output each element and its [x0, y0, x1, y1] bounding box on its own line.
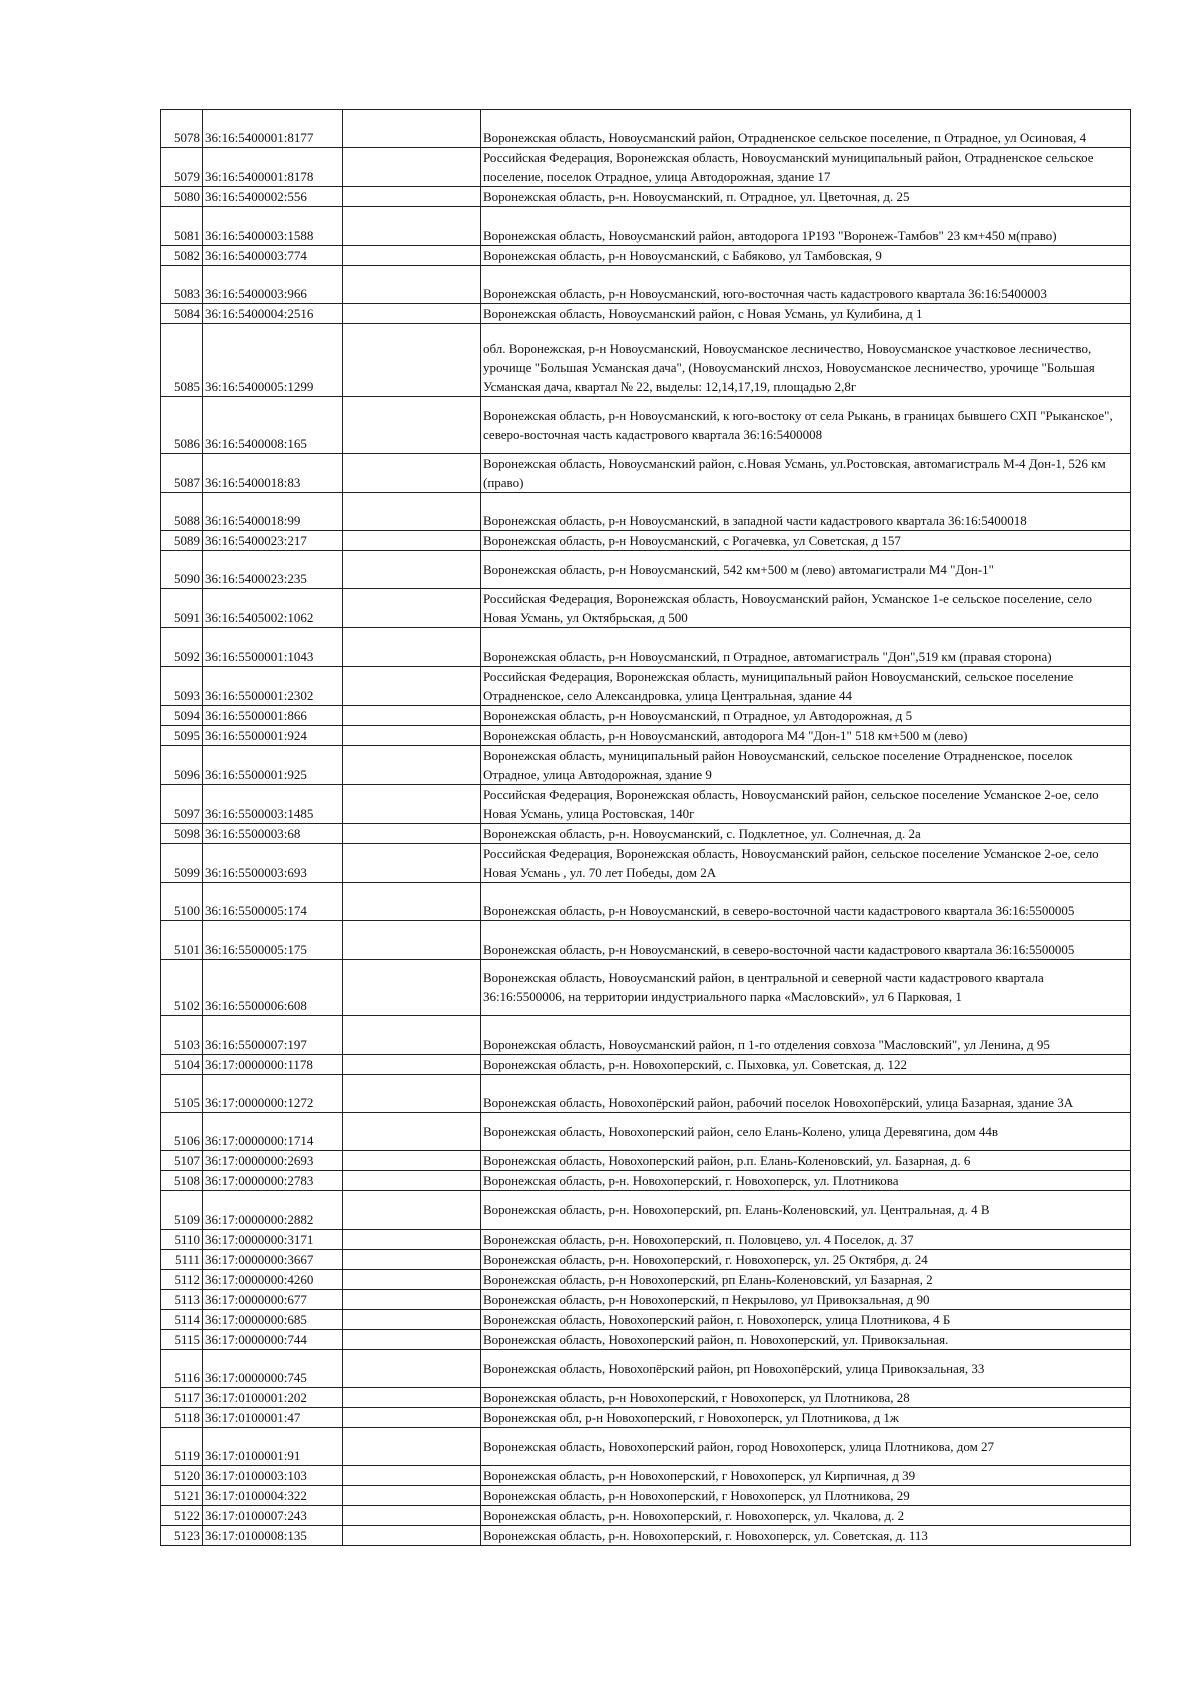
- empty-cell: [343, 1329, 481, 1349]
- cadastral-number: 36:16:5400005:1299: [203, 324, 343, 397]
- address-cell: Воронежская область, Новохоперский район, село Елань-Колено, улица Деревягина, дом 44в: [481, 1112, 1131, 1150]
- table-row: [161, 453, 1131, 492]
- cadastral-number: 36:16:5500001:925: [203, 745, 343, 784]
- cadastral-number: 36:17:0100001:91: [203, 1428, 343, 1466]
- table-row: [161, 1151, 1131, 1171]
- address-cell: Воронежская область, Новоусманский район, в центральной и северной части кадастрового квартала 36:16:5500006, на территории индустриального парка «Масловский», ул 6 Парковая, 1: [481, 959, 1131, 1016]
- row-number: 5114: [161, 1309, 203, 1329]
- empty-cell: [343, 110, 481, 148]
- row-number: 5078: [161, 110, 203, 148]
- address-cell: Воронежская область, Новохопёрский район, рабочий поселок Новохопёрский, улица Базарная, здание 3А: [481, 1074, 1131, 1112]
- empty-cell: [343, 1171, 481, 1191]
- empty-cell: [343, 843, 481, 882]
- table-row: [161, 304, 1131, 324]
- empty-cell: [343, 1112, 481, 1150]
- row-number: 5097: [161, 784, 203, 823]
- table-row: [161, 531, 1131, 551]
- address-cell: Воронежская область, р-н Новохоперский, рп Елань-Коленовский, ул Базарная, 2: [481, 1269, 1131, 1289]
- table-row: [161, 1428, 1131, 1466]
- cadastral-number: 36:16:5400003:1588: [203, 207, 343, 245]
- cadastral-number: 36:16:5400023:217: [203, 531, 343, 551]
- cadastral-number: 36:17:0100001:202: [203, 1388, 343, 1408]
- table-row: [161, 1112, 1131, 1150]
- empty-cell: [343, 882, 481, 920]
- row-number: 5111: [161, 1249, 203, 1269]
- table-row: [161, 1329, 1131, 1349]
- cadastral-number: 36:16:5500005:174: [203, 882, 343, 920]
- cadastral-number: 36:16:5400002:556: [203, 187, 343, 207]
- table-row: [161, 843, 1131, 882]
- address-cell: Воронежская область, р-н Новоусманский, п Отрадное, автомагистраль "Дон",519 км (правая сторона): [481, 628, 1131, 666]
- row-number: 5113: [161, 1289, 203, 1309]
- cadastral-number: 36:17:0100001:47: [203, 1408, 343, 1428]
- empty-cell: [343, 1486, 481, 1506]
- table-row: [161, 110, 1131, 148]
- row-number: 5095: [161, 725, 203, 745]
- table-row: [161, 666, 1131, 705]
- cadastral-number: 36:16:5500006:608: [203, 959, 343, 1016]
- address-cell: Воронежская область, р-н Новоусманский, в северо-восточной части кадастрового квартала 36:16:5500005: [481, 882, 1131, 920]
- table-row: [161, 397, 1131, 454]
- address-cell: Воронежская область, Новохоперский район, п. Новохоперский, ул. Привокзальная.: [481, 1329, 1131, 1349]
- cadastral-number: 36:17:0000000:3171: [203, 1229, 343, 1249]
- row-number: 5112: [161, 1269, 203, 1289]
- empty-cell: [343, 1269, 481, 1289]
- cadastral-number: 36:16:5500007:197: [203, 1016, 343, 1054]
- address-cell: Воронежская область, Новохопёрский район, рп Новохопёрский, улица Привокзальная, 33: [481, 1349, 1131, 1387]
- address-cell: Воронежская область, р-н. Новоусманский, п. Отрадное, ул. Цветочная, д. 25: [481, 187, 1131, 207]
- empty-cell: [343, 745, 481, 784]
- row-number: 5093: [161, 666, 203, 705]
- table-row: [161, 1054, 1131, 1074]
- row-number: 5086: [161, 397, 203, 454]
- row-number: 5115: [161, 1329, 203, 1349]
- cadastral-number: 36:16:5400004:2516: [203, 304, 343, 324]
- table-row: [161, 1191, 1131, 1229]
- cadastral-number: 36:17:0000000:3667: [203, 1249, 343, 1269]
- address-cell: Воронежская область, р-н Новоусманский, автодорога М4 "Дон-1" 518 км+500 м (лево): [481, 725, 1131, 745]
- cadastral-number: 36:16:5500001:924: [203, 725, 343, 745]
- cadastral-number: 36:16:5500003:68: [203, 823, 343, 843]
- row-number: 5090: [161, 551, 203, 589]
- empty-cell: [343, 265, 481, 303]
- address-cell: Воронежская область, Новоусманский район, с.Новая Усмань, ул.Ростовская, автомагистраль М-4 Дон-1, 526 км (право): [481, 453, 1131, 492]
- row-number: 5105: [161, 1074, 203, 1112]
- table-row: [161, 1388, 1131, 1408]
- table-row: [161, 245, 1131, 265]
- address-cell: Российская Федерация, Воронежская область, Новоусманский район, сельское поселение Усманское 2-ое, село Новая Усмань , ул. 70 лет Победы, дом 2А: [481, 843, 1131, 882]
- empty-cell: [343, 1506, 481, 1526]
- empty-cell: [343, 1249, 481, 1269]
- empty-cell: [343, 304, 481, 324]
- address-cell: Российская Федерация, Воронежская область, Новоусманский муниципальный район, Отрадненское сельское поселение, поселок Отрадное, улица Автодорожная, здание 17: [481, 148, 1131, 187]
- cadastral-number: 36:16:5500001:866: [203, 705, 343, 725]
- cadastral-number: 36:16:5400023:235: [203, 551, 343, 589]
- table-row: [161, 1466, 1131, 1486]
- address-cell: Воронежская область, р-н Новоусманский, юго-восточная часть кадастрового квартала 36:16:5400003: [481, 265, 1131, 303]
- address-cell: Воронежская область, Новоусманский район, автодорога 1Р193 "Воронеж-Тамбов" 23 км+450 м(право): [481, 207, 1131, 245]
- empty-cell: [343, 1289, 481, 1309]
- cadastral-number: 36:16:5500003:693: [203, 843, 343, 882]
- address-cell: Воронежская область, р-н. Новохоперский, г. Новохоперск, ул. Чкалова, д. 2: [481, 1506, 1131, 1526]
- table-row: [161, 823, 1131, 843]
- address-cell: Воронежская область, р-н Новоусманский, в северо-восточной части кадастрового квартала 36:16:5500005: [481, 921, 1131, 959]
- empty-cell: [343, 397, 481, 454]
- cadastral-number: 36:17:0000000:1714: [203, 1112, 343, 1150]
- row-number: 5118: [161, 1408, 203, 1428]
- row-number: 5098: [161, 823, 203, 843]
- empty-cell: [343, 1388, 481, 1408]
- land-plot-table: [160, 109, 1131, 1546]
- cadastral-number: 36:16:5400008:165: [203, 397, 343, 454]
- table-row: [161, 1074, 1131, 1112]
- empty-cell: [343, 1526, 481, 1546]
- table-row: [161, 265, 1131, 303]
- table-body: [161, 110, 1131, 1546]
- address-cell: Воронежская область, р-н Новохоперский, г Новохоперск, ул Плотникова, 29: [481, 1486, 1131, 1506]
- table-row: [161, 492, 1131, 530]
- table-row: [161, 1526, 1131, 1546]
- table-row: [161, 705, 1131, 725]
- cadastral-number: 36:17:0000000:744: [203, 1329, 343, 1349]
- table-row: [161, 921, 1131, 959]
- cadastral-number: 36:17:0100004:322: [203, 1486, 343, 1506]
- empty-cell: [343, 1016, 481, 1054]
- empty-cell: [343, 148, 481, 187]
- row-number: 5094: [161, 705, 203, 725]
- cadastral-number: 36:16:5500005:175: [203, 921, 343, 959]
- empty-cell: [343, 453, 481, 492]
- table-row: [161, 1506, 1131, 1526]
- empty-cell: [343, 1428, 481, 1466]
- empty-cell: [343, 666, 481, 705]
- table-row: [161, 1016, 1131, 1054]
- row-number: 5121: [161, 1486, 203, 1506]
- table-row: [161, 959, 1131, 1016]
- row-number: 5079: [161, 148, 203, 187]
- table-row: [161, 745, 1131, 784]
- table-row: [161, 628, 1131, 666]
- table-row: [161, 1408, 1131, 1428]
- row-number: 5092: [161, 628, 203, 666]
- address-cell: Воронежская область, р-н. Новохоперский, п. Половцево, ул. 4 Поселок, д. 37: [481, 1229, 1131, 1249]
- cadastral-number: 36:16:5400018:99: [203, 492, 343, 530]
- address-cell: Воронежская область, р-н. Новохоперский, г. Новохоперск, ул. Плотникова: [481, 1171, 1131, 1191]
- address-cell: Воронежская область, р-н Новоусманский, с Рогачевка, ул Советская, д 157: [481, 531, 1131, 551]
- cadastral-number: 36:17:0000000:677: [203, 1289, 343, 1309]
- row-number: 5102: [161, 959, 203, 1016]
- cadastral-number: 36:16:5500001:1043: [203, 628, 343, 666]
- cadastral-number: 36:17:0000000:685: [203, 1309, 343, 1329]
- cadastral-number: 36:16:5400018:83: [203, 453, 343, 492]
- table-row: [161, 1229, 1131, 1249]
- row-number: 5089: [161, 531, 203, 551]
- address-cell: обл. Воронежская, р-н Новоусманский, Новоусманское лесничество, Новоусманское участковое лесничество, урочище "Большая Усманская дача", (Новоусманский лнсхоз, Новоусманское лесничество, урочище "Большая Усманская дача, квартал № 22, выделы: 12,14,17,19, площадью 2,8г: [481, 324, 1131, 397]
- table-row: [161, 589, 1131, 628]
- empty-cell: [343, 589, 481, 628]
- empty-cell: [343, 921, 481, 959]
- empty-cell: [343, 1074, 481, 1112]
- cadastral-number: 36:17:0000000:1178: [203, 1054, 343, 1074]
- address-cell: Воронежская область, Новохоперский район, р.п. Елань-Коленовский, ул. Базарная, д. 6: [481, 1151, 1131, 1171]
- cadastral-number: 36:16:5500001:2302: [203, 666, 343, 705]
- row-number: 5088: [161, 492, 203, 530]
- row-number: 5083: [161, 265, 203, 303]
- address-cell: Воронежская область, р-н. Новоусманский, с. Подклетное, ул. Солнечная, д. 2а: [481, 823, 1131, 843]
- row-number: 5123: [161, 1526, 203, 1546]
- address-cell: Воронежская область, р-н Новоусманский, 542 км+500 м (лево) автомагистрали М4 "Дон-1": [481, 551, 1131, 589]
- cadastral-number: 36:17:0000000:2882: [203, 1191, 343, 1229]
- row-number: 5091: [161, 589, 203, 628]
- table-row: [161, 1269, 1131, 1289]
- cadastral-number: 36:17:0000000:2783: [203, 1171, 343, 1191]
- row-number: 5108: [161, 1171, 203, 1191]
- empty-cell: [343, 1309, 481, 1329]
- row-number: 5080: [161, 187, 203, 207]
- empty-cell: [343, 1191, 481, 1229]
- empty-cell: [343, 1349, 481, 1387]
- address-cell: Воронежская область, Новохоперский район, г. Новохоперск, улица Плотникова, 4 Б: [481, 1309, 1131, 1329]
- address-cell: Российская Федерация, Воронежская область, Новоусманский район, сельское поселение Усманское 2-ое, село Новая Усмань, улица Ростовская, 140г: [481, 784, 1131, 823]
- empty-cell: [343, 628, 481, 666]
- address-cell: Воронежская область, р-н Новохоперский, г Новохоперск, ул Плотникова, 28: [481, 1388, 1131, 1408]
- address-cell: Воронежская область, муниципальный район Новоусманский, сельское поселение Отрадненское, поселок Отрадное, улица Автодорожная, здание 9: [481, 745, 1131, 784]
- cadastral-number: 36:17:0000000:2693: [203, 1151, 343, 1171]
- empty-cell: [343, 784, 481, 823]
- cadastral-number: 36:16:5400001:8178: [203, 148, 343, 187]
- table-row: [161, 148, 1131, 187]
- table-row: [161, 187, 1131, 207]
- row-number: 5104: [161, 1054, 203, 1074]
- row-number: 5107: [161, 1151, 203, 1171]
- row-number: 5081: [161, 207, 203, 245]
- empty-cell: [343, 725, 481, 745]
- cadastral-number: 36:17:0000000:4260: [203, 1269, 343, 1289]
- address-cell: Воронежская область, Новоусманский район, п 1-го отделения совхоза "Масловский", ул Ленина, д 95: [481, 1016, 1131, 1054]
- cadastral-number: 36:17:0000000:1272: [203, 1074, 343, 1112]
- cadastral-number: 36:16:5400003:966: [203, 265, 343, 303]
- row-number: 5119: [161, 1428, 203, 1466]
- empty-cell: [343, 207, 481, 245]
- address-cell: Российская Федерация, Воронежская область, Новоусманский район, Усманское 1-е сельское поселение, село Новая Усмань, ул Октябрьская, д 500: [481, 589, 1131, 628]
- address-cell: Воронежская область, р-н. Новохоперский, с. Пыховка, ул. Советская, д. 122: [481, 1054, 1131, 1074]
- empty-cell: [343, 1151, 481, 1171]
- row-number: 5085: [161, 324, 203, 397]
- empty-cell: [343, 324, 481, 397]
- address-cell: Российская Федерация, Воронежская область, муниципальный район Новоусманский, сельское поселение Отрадненское, село Александровка, улица Центральная, здание 44: [481, 666, 1131, 705]
- cadastral-number: 36:17:0000000:745: [203, 1349, 343, 1387]
- table-row: [161, 725, 1131, 745]
- address-cell: Воронежская область, р-н Новоусманский, в западной части кадастрового квартала 36:16:5400018: [481, 492, 1131, 530]
- row-number: 5101: [161, 921, 203, 959]
- address-cell: Воронежская область, р-н Новоусманский, с Бабяково, ул Тамбовская, 9: [481, 245, 1131, 265]
- empty-cell: [343, 1466, 481, 1486]
- empty-cell: [343, 551, 481, 589]
- row-number: 5120: [161, 1466, 203, 1486]
- row-number: 5084: [161, 304, 203, 324]
- address-cell: Воронежская область, р-н Новохоперский, п Некрылово, ул Привокзальная, д 90: [481, 1289, 1131, 1309]
- table-row: [161, 324, 1131, 397]
- table-row: [161, 551, 1131, 589]
- row-number: 5082: [161, 245, 203, 265]
- cadastral-number: 36:17:0100003:103: [203, 1466, 343, 1486]
- cadastral-number: 36:17:0100007:243: [203, 1506, 343, 1526]
- row-number: 5110: [161, 1229, 203, 1249]
- address-cell: Воронежская область, р-н. Новохоперский, г. Новохоперск, ул. Советская, д. 113: [481, 1526, 1131, 1546]
- table-row: [161, 1309, 1131, 1329]
- row-number: 5117: [161, 1388, 203, 1408]
- empty-cell: [343, 1054, 481, 1074]
- empty-cell: [343, 959, 481, 1016]
- address-cell: Воронежская область, р-н. Новохоперский, рп. Елань-Коленовский, ул. Центральная, д. 4 В: [481, 1191, 1131, 1229]
- address-cell: Воронежская область, р-н Новохоперский, г Новохоперск, ул Кирпичная, д 39: [481, 1466, 1131, 1486]
- empty-cell: [343, 531, 481, 551]
- table-row: [161, 1249, 1131, 1269]
- empty-cell: [343, 492, 481, 530]
- row-number: 5100: [161, 882, 203, 920]
- table-row: [161, 1171, 1131, 1191]
- row-number: 5096: [161, 745, 203, 784]
- row-number: 5109: [161, 1191, 203, 1229]
- table-row: [161, 207, 1131, 245]
- cadastral-number: 36:17:0100008:135: [203, 1526, 343, 1546]
- row-number: 5087: [161, 453, 203, 492]
- table-row: [161, 882, 1131, 920]
- row-number: 5103: [161, 1016, 203, 1054]
- empty-cell: [343, 823, 481, 843]
- cadastral-number: 36:16:5400001:8177: [203, 110, 343, 148]
- row-number: 5099: [161, 843, 203, 882]
- empty-cell: [343, 1408, 481, 1428]
- row-number: 5122: [161, 1506, 203, 1526]
- cadastral-number: 36:16:5405002:1062: [203, 589, 343, 628]
- table-row: [161, 1349, 1131, 1387]
- address-cell: Воронежская область, р-н. Новохоперский, г. Новохоперск, ул. 25 Октября, д. 24: [481, 1249, 1131, 1269]
- table-row: [161, 1486, 1131, 1506]
- cadastral-number: 36:16:5400003:774: [203, 245, 343, 265]
- empty-cell: [343, 705, 481, 725]
- cadastral-number: 36:16:5500003:1485: [203, 784, 343, 823]
- row-number: 5116: [161, 1349, 203, 1387]
- address-cell: Воронежская область, р-н Новоусманский, п Отрадное, ул Автодорожная, д 5: [481, 705, 1131, 725]
- row-number: 5106: [161, 1112, 203, 1150]
- empty-cell: [343, 187, 481, 207]
- address-cell: Воронежская область, Новохоперский район, город Новохоперск, улица Плотникова, дом 27: [481, 1428, 1131, 1466]
- address-cell: Воронежская область, Новоусманский район, Отрадненское сельское поселение, п Отрадное, ул Осиновая, 4: [481, 110, 1131, 148]
- address-cell: Воронежская область, р-н Новоусманский, к юго-востоку от села Рыкань, в границах бывшего СХП "Рыканское", северо-восточная часть кадастрового квартала 36:16:5400008: [481, 397, 1131, 454]
- empty-cell: [343, 1229, 481, 1249]
- table-row: [161, 1289, 1131, 1309]
- address-cell: Воронежская область, Новоусманский район, с Новая Усмань, ул Кулибина, д 1: [481, 304, 1131, 324]
- address-cell: Воронежская обл, р-н Новохоперский, г Новохоперск, ул Плотникова, д 1ж: [481, 1408, 1131, 1428]
- empty-cell: [343, 245, 481, 265]
- table-row: [161, 784, 1131, 823]
